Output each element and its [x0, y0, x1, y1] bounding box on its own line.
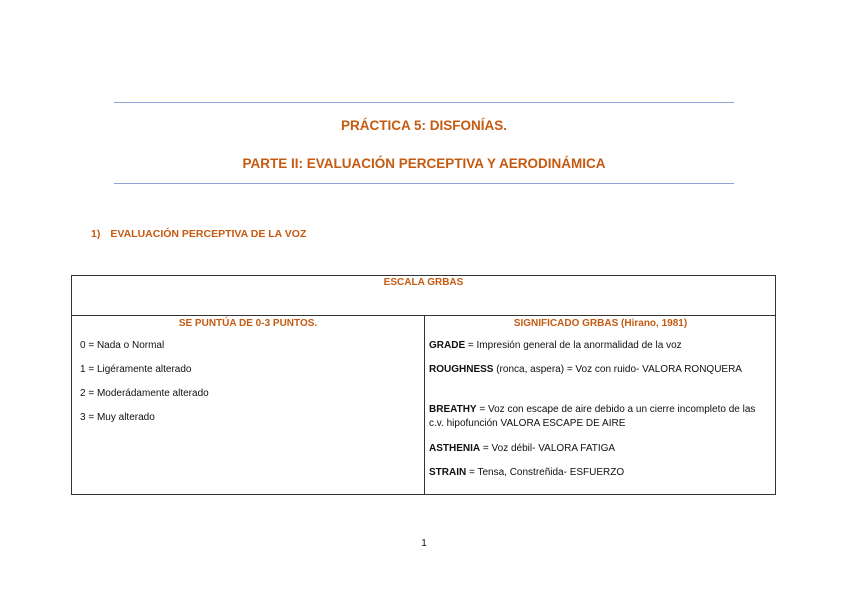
section-title: EVALUACIÓN PERCEPTIVA DE LA VOZ [110, 228, 307, 240]
table-caption: ESCALA GRBAS [383, 277, 464, 288]
meaning-grade [429, 339, 771, 353]
header-top-rule [114, 102, 734, 103]
score-item: 2 = Moderádamente alterado [80, 388, 209, 399]
meaning-term: ROUGHNESS [429, 364, 494, 375]
document-title: PRÁCTICA 5: DISFONÍAS. [340, 118, 507, 133]
section-number: 1) [91, 228, 101, 240]
score-item: 0 = Nada o Normal [80, 340, 165, 351]
meaning-text: = Voz débil- VALORA FATIGA [480, 443, 616, 454]
table-caption-row [72, 276, 775, 316]
section-heading [91, 228, 306, 240]
scores-column-header: SE PUNTÚA DE 0-3 PUNTOS. [178, 318, 318, 329]
meaning-breathy [429, 403, 771, 431]
meaning-text: = Impresión general de la anormalidad de la voz [465, 340, 682, 351]
grbas-table [71, 275, 776, 495]
meaning-asthenia [429, 442, 771, 456]
score-item: 3 = Muy alterado [80, 412, 155, 423]
meaning-term: GRADE [429, 340, 466, 351]
meaning-text: = Voz con escape de aire debido a un cierre incompleto de las c.v. hipofunción VALORA ESCAPE DE AIRE [429, 404, 756, 429]
meaning-term: BREATHY [429, 404, 477, 415]
meaning-term: ASTHENIA [429, 443, 481, 454]
meaning-text: (ronca, aspera) = Voz con ruido- VALORA RONQUERA [493, 364, 742, 375]
meaning-term: STRAIN [429, 467, 467, 478]
page-number: 1 [421, 538, 427, 549]
meaning-roughness [429, 363, 771, 377]
meanings-column-header: SIGNIFICADO GRBAS (Hirano, 1981) [513, 318, 688, 329]
document-subtitle: PARTE II: EVALUACIÓN PERCEPTIVA Y AERODINÁMICA [242, 156, 606, 171]
column-divider [424, 316, 425, 495]
header-bottom-rule [114, 183, 734, 184]
meaning-strain [429, 466, 771, 480]
meaning-text: = Tensa, Constreñida- ESFUERZO [466, 467, 625, 478]
score-item: 1 = Ligéramente alterado [80, 364, 192, 375]
